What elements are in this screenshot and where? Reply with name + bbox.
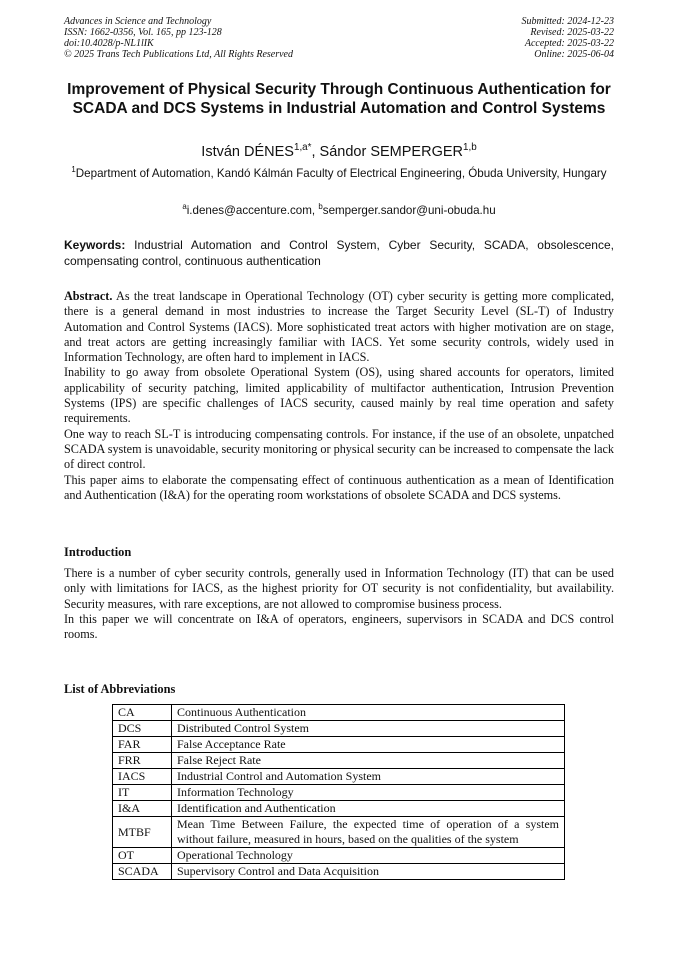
table-row [113, 769, 565, 785]
introduction-heading: Introduction [64, 545, 132, 559]
email-separator: , [311, 204, 319, 217]
meaning-cell: False Acceptance Rate [172, 737, 565, 753]
abbreviation-cell: OT [113, 848, 172, 864]
meaning-cell: Information Technology [172, 785, 565, 801]
introduction-body [64, 566, 614, 642]
affiliation [66, 166, 612, 182]
meaning-cell: Identification and Authentication [172, 801, 565, 817]
introduction-paragraph: In this paper we will concentrate on I&A of operators, engineers, supervisors in SCADA and DCS control rooms. [64, 611, 614, 642]
paper-title: Improvement of Physical Security Through Continuous Authentication for SCADA and DCS Systems in Industrial Automation and Control Systems [67, 81, 611, 117]
doi-line: doi:10.4028/p-NL1lIK [64, 38, 154, 49]
table-row [113, 737, 565, 753]
revised-date: Revised: 2025-03-22 [530, 27, 614, 38]
abbreviation-cell: I&A [113, 801, 172, 817]
issn-line: ISSN: 1662-0356, Vol. 165, pp 123-128 [64, 27, 222, 38]
meaning-cell: False Reject Rate [172, 753, 565, 769]
table-row [113, 785, 565, 801]
author-name: Sándor SEMPERGER [319, 144, 463, 160]
abbreviations-heading: List of Abbreviations [64, 682, 176, 696]
table-row [113, 705, 565, 721]
keywords-label: Keywords: [64, 238, 126, 252]
introduction-paragraph: There is a number of cyber security controls, generally used in Information Technology (IT) that can be used only with limitations for IACS, as the highest priority for OT security is not confidentiality, but availability. Security measures, with rare exceptions, are not allowed to compromise business process. [64, 566, 614, 611]
table-row [113, 864, 565, 880]
table-row [113, 753, 565, 769]
email-marker: a [182, 202, 187, 212]
author-name: István DÉNES [201, 144, 294, 160]
publication-dates [522, 16, 615, 60]
abstract-label: Abstract. [64, 289, 113, 303]
abbreviation-cell: SCADA [113, 864, 172, 880]
abbreviation-cell: MTBF [113, 817, 172, 848]
abbreviation-cell: CA [113, 705, 172, 721]
online-date: Online: 2025-06-04 [534, 49, 614, 60]
abstract-paragraph: This paper aims to elaborate the compensating effect of continuous authentication as a mean of Identification and Authentication (I&A) for the operating room workstations of obsolete SCADA and DCS systems. [64, 472, 614, 502]
email-link[interactable]: semperger.sandor@uni-obuda.hu [322, 204, 496, 217]
table-row [113, 848, 565, 864]
meaning-cell: Supervisory Control and Data Acquisition [172, 864, 565, 880]
author-affiliation-marker: 1,a* [293, 142, 312, 154]
copyright-line: © 2025 Trans Tech Publications Ltd, All Rights Reserved [64, 49, 293, 60]
keywords-text: Industrial Automation and Control System, Cyber Security, SCADA, obsolescence, compensating control, continuous authentication [64, 238, 614, 268]
affiliation-text: Department of Automation, Kandó Kálmán Faculty of Electrical Engineering, Óbuda University, Hungary [75, 167, 607, 180]
abbreviation-cell: DCS [113, 721, 172, 737]
abbreviations-table [112, 704, 565, 880]
abstract-paragraph: One way to reach SL-T is introducing compensating controls. For instance, if the use of an obsolete, unpatched SCADA system is unavoidable, security monitoring or physical security can be increased to compensate the lack of direct control. [64, 426, 614, 472]
author-list [0, 143, 678, 161]
abstract-text: As the treat landscape in Operational Technology (OT) cyber security is getting more complicated, there is a general demand in most industries to increase the Target Security Level (SL-T) of Industry Automation and Control Systems (IACS). More sophisticated treat actors with higher motivation are on stage, and treat actors are getting increasingly familiar with IACS. Yet some security controls, widely used in Information Technology, are often hard to implement in IACS. [64, 289, 614, 365]
abbreviation-cell: IACS [113, 769, 172, 785]
author-separator: , [311, 144, 320, 160]
keywords [64, 237, 614, 269]
table-row [113, 721, 565, 737]
author-affiliation-marker: 1,b [463, 142, 477, 154]
meaning-cell: Distributed Control System [172, 721, 565, 737]
abbreviation-cell: FAR [113, 737, 172, 753]
abstract-paragraph: Inability to go away from obsolete Operational System (OS), using shared accounts for operators, limited applicability of security patching, limited applicability of multifactor authentication, Intrusion Prevention Systems (IPS) are specific challenges of IACS security, caused mainly by real time operation and safety requirements. [64, 365, 614, 426]
accepted-date: Accepted: 2025-03-22 [524, 38, 614, 49]
meaning-cell: Industrial Control and Automation System [172, 769, 565, 785]
meaning-cell: Operational Technology [172, 848, 565, 864]
table-row [113, 801, 565, 817]
affiliation-marker: 1 [71, 165, 76, 175]
table-row [113, 817, 565, 848]
email-link[interactable]: i.denes@accenture.com [186, 204, 312, 217]
abstract-paragraph [64, 289, 614, 365]
email-marker: b [318, 202, 323, 212]
abbreviation-cell: IT [113, 785, 172, 801]
journal-info [64, 16, 293, 60]
abstract [64, 289, 614, 503]
submitted-date: Submitted: 2024-12-23 [521, 16, 614, 27]
meaning-cell: Mean Time Between Failure, the expected time of operation of a system without failure, measured in hours, based on the qualities of the system [172, 817, 565, 848]
abbreviation-cell: FRR [113, 753, 172, 769]
journal-name: Advances in Science and Technology [64, 16, 212, 27]
meaning-cell: Continuous Authentication [172, 705, 565, 721]
author-emails [0, 203, 678, 219]
